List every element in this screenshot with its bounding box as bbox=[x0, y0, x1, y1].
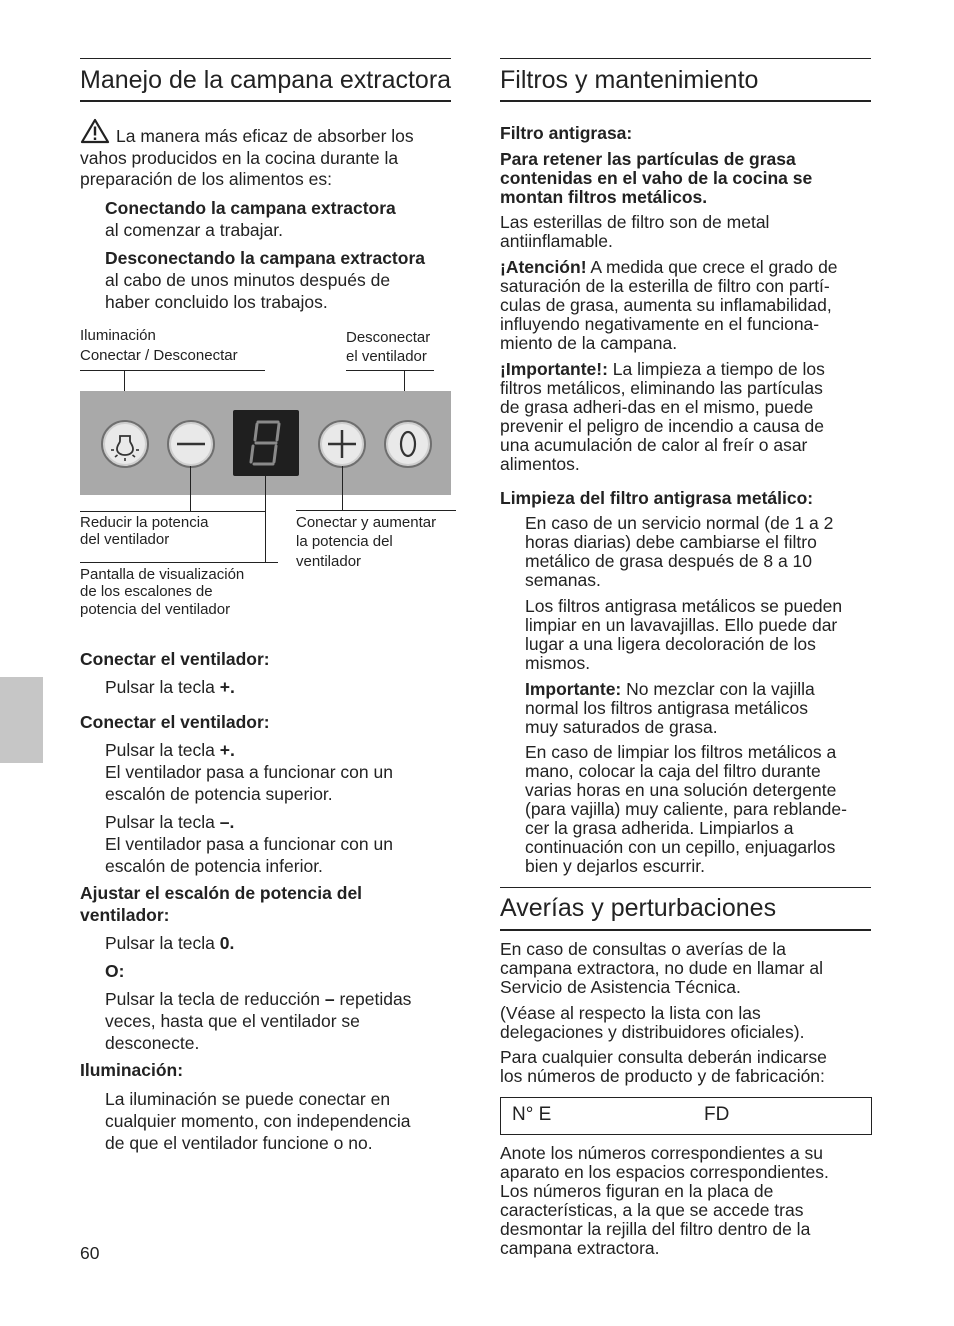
light-button[interactable] bbox=[101, 420, 149, 468]
a3-line2: los números de producto y de fabricación: bbox=[500, 1066, 825, 1086]
right-title-top-rule bbox=[500, 58, 871, 59]
side-tab-marker bbox=[0, 677, 43, 763]
s4-line2: cualquier momento, con independencia bbox=[105, 1111, 411, 1131]
s3-a-key: 0. bbox=[219, 933, 235, 953]
label-display-1: Pantalla de visualización bbox=[80, 566, 245, 583]
label-light-2: Conectar / Desconectar bbox=[80, 347, 238, 364]
c3-line2: normal los filtros antigrasa metálicos bbox=[525, 698, 809, 718]
label-off-1: Desconectar bbox=[346, 329, 431, 346]
c2-line2: limpiar en un lavavajillas. Ello puede dar bbox=[525, 615, 838, 635]
label-display-2: de los escalones de bbox=[80, 583, 213, 600]
a1-line1: En caso de consultas o averías de la bbox=[500, 939, 787, 959]
attention-line1 bbox=[500, 258, 838, 277]
filter-bold-2: contenidas en el vaho de la cocina se bbox=[500, 168, 813, 188]
label-light-1: Iluminación bbox=[80, 327, 156, 344]
label-off-underline bbox=[346, 370, 434, 371]
a3-line1: Para cualquier consulta deberán indicarse bbox=[500, 1047, 827, 1067]
filter-p1-2: antiinflamable. bbox=[500, 231, 613, 251]
s1-text bbox=[105, 677, 235, 699]
cleaning-heading: Limpieza del filtro antigrasa metálico: bbox=[500, 488, 814, 508]
s4-heading: Iluminación: bbox=[80, 1060, 184, 1080]
attention-line5: miento de la campana. bbox=[500, 333, 678, 353]
product-e-label: N° E bbox=[512, 1104, 552, 1125]
c4-line5: cer la grasa adherida. Limpiarlos a bbox=[525, 818, 794, 838]
s2-heading: Conectar el ventilador: bbox=[80, 712, 270, 732]
fan-level-display bbox=[233, 410, 299, 476]
right-title: Filtros y mantenimiento bbox=[500, 66, 759, 94]
s2-b-line3: escalón de potencia inferior. bbox=[105, 856, 323, 876]
s2-a-line1 bbox=[105, 740, 235, 762]
a2-line1: (Véase al respecto la lista con las bbox=[500, 1003, 761, 1023]
s3-heading-2: ventilador: bbox=[80, 905, 170, 925]
item2-rest-2: haber concluido los trabajos. bbox=[105, 292, 328, 312]
off-button[interactable] bbox=[384, 420, 432, 468]
c1-line2: horas diarias) debe cambiarse el filtro bbox=[525, 532, 817, 552]
important-line3: de grasa adheri-das en el mismo, puede bbox=[500, 397, 814, 417]
label-plus-overline bbox=[296, 510, 456, 511]
c4-line3: varias horas en una solución detergente bbox=[525, 780, 837, 800]
s4-line1: La iluminación se puede conectar en bbox=[105, 1089, 391, 1109]
label-minus-1: Reducir la potencia bbox=[80, 514, 209, 531]
c4-line6: continuación con un cepillo, enjuagarlos bbox=[525, 837, 836, 857]
s2-a-key: +. bbox=[219, 740, 235, 760]
s3-b-post: repetidas bbox=[334, 989, 412, 1009]
attention-text-1: A medida que crece el grado de bbox=[586, 257, 838, 277]
s2-a-line2: El ventilador pasa a funcionar con un bbox=[105, 762, 393, 782]
a1-line2: campana extractora, no dude en llamar al bbox=[500, 958, 823, 978]
minus-icon bbox=[169, 422, 213, 466]
a4-line2: aparato en los espacios correspondientes. bbox=[500, 1162, 829, 1182]
c2-line3: lugar a una ligera decoloración de los bbox=[525, 634, 816, 654]
right-title2-top-rule bbox=[500, 887, 871, 888]
label-plus-3: ventilador bbox=[296, 553, 362, 570]
item1-rest: al comenzar a trabajar. bbox=[105, 220, 284, 240]
label-plus-1: Conectar y aumentar bbox=[296, 514, 437, 531]
c1-line1: En caso de un servicio normal (de 1 a 2 bbox=[525, 513, 834, 533]
s3-a-line bbox=[105, 933, 234, 955]
filter-bold-3: montan filtros metálicos. bbox=[500, 187, 708, 207]
a2-line2: delegaciones y distribuidores oficiales). bbox=[500, 1022, 805, 1042]
s3-heading-1: Ajustar el escalón de potencia del bbox=[80, 883, 363, 903]
attention-line2: saturación de la esterilla de filtro con partí- bbox=[500, 276, 830, 296]
s1-text-label: Pulsar la tecla bbox=[105, 677, 220, 697]
attention-line3: culas de grasa, aumenta su inflamabilidad, bbox=[500, 295, 832, 315]
right-title-2: Averías y perturbaciones bbox=[500, 894, 777, 922]
leader-minus bbox=[190, 466, 191, 512]
title-top-rule bbox=[80, 58, 451, 59]
label-off-2: el ventilador bbox=[346, 348, 427, 365]
plus-button[interactable] bbox=[318, 420, 366, 468]
s1-key: +. bbox=[219, 677, 235, 697]
a4-line1: Anote los números correspondientes a su bbox=[500, 1143, 823, 1163]
c3-line1 bbox=[525, 680, 815, 699]
important-label: ¡Importante!: bbox=[500, 359, 608, 379]
filter-bold-1: Para retener las partículas de grasa bbox=[500, 149, 796, 169]
attention-label: ¡Atención! bbox=[500, 257, 587, 277]
a4-line5: desmontar la rejilla del filtro dentro de la bbox=[500, 1219, 811, 1239]
zero-icon bbox=[386, 422, 430, 466]
s3-a-text: Pulsar la tecla bbox=[105, 933, 220, 953]
c1-line4: semanas. bbox=[525, 570, 601, 590]
seven-segment-digit bbox=[233, 410, 299, 476]
s2-a-line3: escalón de potencia superior. bbox=[105, 784, 333, 804]
a4-line3: Los números figuran en la placa de bbox=[500, 1181, 774, 1201]
c3-text-1: No mezclar con la vajilla bbox=[621, 679, 815, 699]
label-minus-overline bbox=[80, 511, 265, 512]
filter-p1-1: Las esterillas de filtro son de metal bbox=[500, 212, 770, 232]
important-line6: alimentos. bbox=[500, 454, 580, 474]
s2-b-key: –. bbox=[219, 812, 235, 832]
important-line5: una acumulación de calor al freír o asar bbox=[500, 435, 808, 455]
title-bottom-rule bbox=[80, 100, 451, 102]
right-title-bottom-rule bbox=[500, 100, 871, 102]
item1-bold: Conectando la campana extractora bbox=[105, 198, 396, 218]
page-number: 60 bbox=[80, 1243, 100, 1263]
a1-line3: Servicio de Asistencia Técnica. bbox=[500, 977, 741, 997]
s3-b-key: – bbox=[324, 989, 335, 1009]
label-light-underline bbox=[80, 370, 265, 371]
label-plus-2: la potencia del bbox=[296, 533, 393, 550]
s2-b-line2: El ventilador pasa a funcionar con un bbox=[105, 834, 393, 854]
c1-line3: metálico de grasa después de 8 a 10 bbox=[525, 551, 812, 571]
important-line1 bbox=[500, 360, 825, 379]
intro-text: La manera más eficaz de absorber los vahos producidos en la cocina durante la preparación de los alimentos es: bbox=[80, 126, 414, 189]
s4-line3: de que el ventilador funcione o no. bbox=[105, 1133, 373, 1153]
light-bulb-icon bbox=[103, 422, 147, 466]
s3-b-line1 bbox=[105, 989, 411, 1011]
product-number-box bbox=[500, 1097, 872, 1135]
leader-display bbox=[265, 476, 266, 563]
plus-icon bbox=[320, 422, 364, 466]
important-line4: prevenir el peligro de incendio a causa de bbox=[500, 416, 824, 436]
s3-b-line3: desconecte. bbox=[105, 1033, 200, 1053]
product-fd-label: FD bbox=[704, 1104, 730, 1125]
c4-line4: (para vajilla) muy caliente, para reblande- bbox=[525, 799, 847, 819]
s3-b-pre: Pulsar la tecla de reducción bbox=[105, 989, 325, 1009]
c4-line2: mano, colocar la caja del filtro durante bbox=[525, 761, 821, 781]
s3-b-line2: veces, hasta que el ventilador se bbox=[105, 1011, 360, 1031]
left-title: Manejo de la campana extractora bbox=[80, 66, 452, 94]
a4-line4: características, a la que se accede tras bbox=[500, 1200, 804, 1220]
s3-or: O: bbox=[105, 961, 125, 981]
c3-label: Importante: bbox=[525, 679, 622, 699]
c4-line7: bien y dejarlos escurrir. bbox=[525, 856, 705, 876]
item2-bold: Desconectando la campana extractora bbox=[105, 248, 425, 268]
c2-line4: mismos. bbox=[525, 653, 591, 673]
s2-a-text: Pulsar la tecla bbox=[105, 740, 220, 760]
leader-plus bbox=[342, 466, 343, 511]
c2-line1: Los filtros antigrasa metálicos se pueden bbox=[525, 596, 843, 616]
important-line2: filtros metálicos, eliminando las partículas bbox=[500, 378, 823, 398]
s2-b-line1 bbox=[105, 812, 234, 834]
right-title2-bottom-rule bbox=[500, 929, 871, 931]
s2-b-text: Pulsar la tecla bbox=[105, 812, 220, 832]
label-minus-2: del ventilador bbox=[80, 531, 170, 548]
label-display-overline bbox=[80, 562, 278, 563]
a4-line6: campana extractora. bbox=[500, 1238, 660, 1258]
important-text-1: La limpieza a tiempo de los bbox=[607, 359, 825, 379]
c3-line3: muy saturados de grasa. bbox=[525, 717, 718, 737]
attention-line4: influyendo negativamente en el funciona- bbox=[500, 314, 820, 334]
minus-button[interactable] bbox=[167, 420, 215, 468]
label-display-3: potencia del ventilador bbox=[80, 601, 231, 618]
s1-heading: Conectar el ventilador: bbox=[80, 649, 270, 669]
c4-line1: En caso de limpiar los filtros metálicos a bbox=[525, 742, 837, 762]
filter-heading: Filtro antigrasa: bbox=[500, 123, 633, 143]
item2-rest-1: al cabo de unos minutos después de bbox=[105, 270, 391, 290]
